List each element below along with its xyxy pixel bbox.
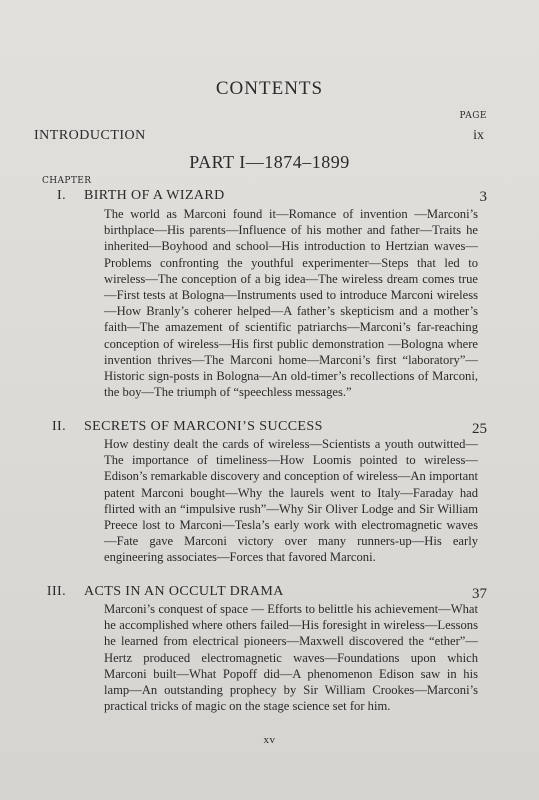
part-heading: PART I—1874–1899: [189, 152, 350, 172]
chapter-heading: [26, 584, 486, 602]
introduction-page-number: ix: [473, 128, 484, 143]
chapter-number: I.: [57, 188, 66, 203]
contents-title: CONTENTS: [215, 78, 324, 99]
introduction-entry: INTRODUCTION: [34, 128, 146, 143]
chapter-summary-text: The world as Marconi found it—Romance of invention —Marconi’s birthplace—His parents—Influence of his mother and father—Traits he inherited—Boyhood and school—His introduction to Hertzian waves—Problems confronting the youthful experimenter—Steps that led to wireless—The conception of a big idea—The wireless dream comes true—First tests at Bologna—Instruments used to introduce Marconi wireless—How Branly’s coherer helped—A father’s skepticism and a mother’s faith—The amazement of scientific patriarchs—Marconi’s far-reaching conception of wireless—His first public demonstration —Bologna where invention thrives—The Marconi home—Marconi’s first “laboratory”—Historic sign-posts in Bologna—An old-timer’s recollections of Marconi, the boy—The triumph of “speechless messages.”: [104, 207, 478, 400]
chapter-summary: [104, 206, 478, 400]
chapter-title: BIRTH OF A WIZARD: [84, 188, 225, 203]
chapter-number: III.: [46, 584, 66, 599]
chapter-heading: [26, 188, 486, 206]
chapter-title: ACTS IN AN OCCULT DRAMA: [84, 584, 284, 599]
chapter-summary: [104, 436, 478, 566]
chapter-column-label: CHAPTER: [42, 176, 92, 186]
chapter-page-number: 3: [479, 189, 487, 205]
chapter-page-number: 37: [472, 586, 487, 602]
chapter-page-number: 25: [472, 421, 487, 437]
chapter-number: II.: [51, 419, 66, 434]
chapter-summary-text: How destiny dealt the cards of wireless—Scientists a youth outwitted—The importance of timeliness—How Loomis pointed to wireless—Edison’s remarkable discovery and conception of wireless—An important patent Marconi bought—Why the laurels went to Italy—Faraday had flirted with an “impulsive rush”—Why Sir Oliver Lodge and Sir William Preece lost to Marconi—Tesla’s early work with electromagnetic waves—Fate gave Marconi victory over many runners-up—His early engineering associates—Forces that favored Marconi.: [104, 437, 478, 565]
chapter-summary-text: Marconi’s conquest of space — Efforts to belittle his achievement—What he accomplished where others failed—His foresight in wireless—Lessons he learned from electrical pioneers—Maxwell discovered the “ether”—Hertz produced electromagnetic waves—Foundations upon which Marconi built—What Popoff did—A phenomenon Edison saw in his lamp—An outstanding prophecy by Sir William Crookes—Marconi’s practical tricks of magic on the stage science set for him.: [104, 602, 478, 714]
page-column-label: PAGE: [459, 111, 487, 121]
chapter-title: SECRETS OF MARCONI’S SUCCESS: [84, 419, 323, 434]
page-folio: xv: [263, 734, 276, 746]
chapter-heading: [26, 419, 486, 437]
chapter-summary: [104, 601, 478, 714]
